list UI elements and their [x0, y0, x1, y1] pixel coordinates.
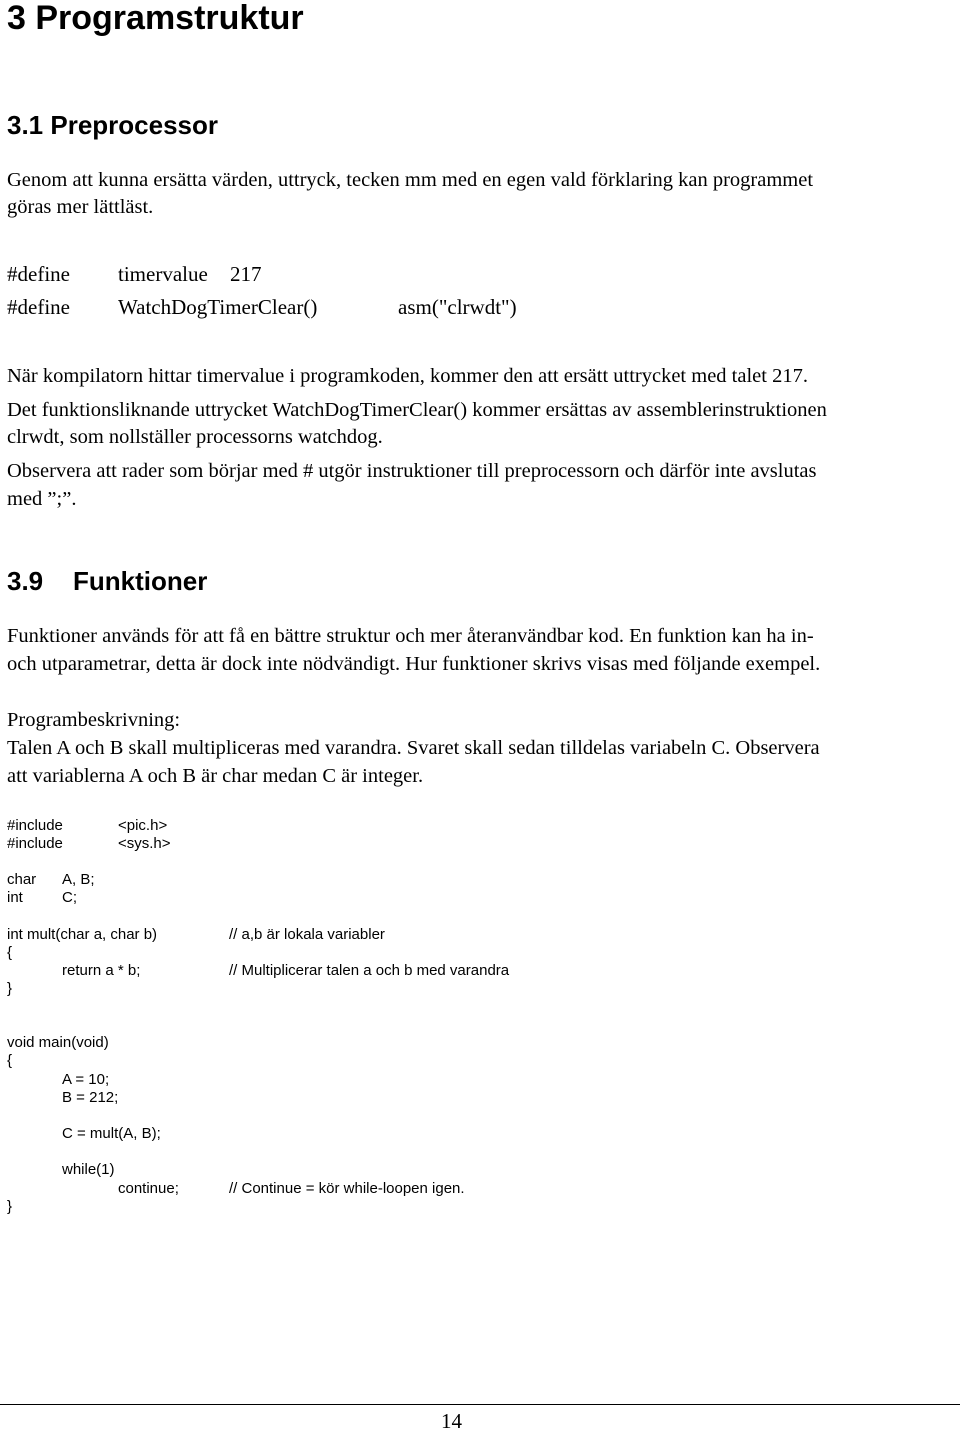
section-number-functions: 3.9	[7, 566, 44, 596]
code-include-file: <sys.h>	[118, 835, 171, 852]
program-description-label: Programbeskrivning:	[7, 709, 181, 731]
functions-paragraph-line-2: och utparametrar, detta är dock inte nödvändigt. Hur funktioner skrivs visas med följande exempel.	[7, 653, 821, 675]
functions-paragraph-line-1: Funktioner används för att få en bättre struktur och mer återanvändbar kod. En funktion kan ha in-	[7, 625, 814, 647]
code-open-brace: {	[7, 944, 13, 961]
define-name: WatchDogTimerClear()	[118, 295, 318, 319]
page-number: 14	[441, 1409, 462, 1433]
explain-paragraph-line-2: Det funktionsliknande uttrycket WatchDogTimerClear() kommer ersättas av assemblerinstruktionen	[7, 399, 827, 421]
code-continue-statement: continue;	[118, 1180, 179, 1197]
code-decl-type: int	[7, 889, 23, 906]
code-assignment: B = 212;	[62, 1089, 119, 1106]
section-heading-functions: Funktioner	[73, 566, 208, 596]
code-decl-type: char	[7, 871, 37, 888]
define-value: asm("clrwdt")	[398, 295, 517, 319]
define-directive: #define	[7, 295, 70, 319]
define-name: timervalue	[118, 262, 208, 286]
define-directive: #define	[7, 262, 70, 286]
code-include-keyword: #include	[7, 835, 63, 852]
intro-paragraph-line-1: Genom att kunna ersätta värden, uttryck, tecken mm med en egen vald förklaring kan programmet	[7, 169, 814, 191]
code-open-brace: {	[7, 1052, 13, 1069]
code-include-keyword: #include	[7, 817, 63, 834]
note-paragraph-line-1: Observera att rader som börjar med # utgör instruktioner till preprocessorn och därför inte avslutas	[7, 460, 817, 482]
code-comment: // Multiplicerar talen a och b med varandra	[229, 962, 510, 979]
code-return-statement: return a * b;	[62, 962, 141, 979]
code-close-brace: }	[7, 1198, 13, 1215]
code-decl-vars: C;	[62, 889, 77, 906]
code-function-signature: int mult(char a, char b)	[7, 926, 158, 943]
intro-paragraph-line-2: göras mer lättläst.	[7, 196, 154, 218]
code-assignment: C = mult(A, B);	[62, 1125, 161, 1142]
note-paragraph-line-2: med ”;”.	[7, 488, 77, 510]
code-close-brace: }	[7, 980, 13, 997]
footer-rule	[0, 1404, 960, 1405]
code-main-signature: void main(void)	[7, 1034, 109, 1051]
code-decl-vars: A, B;	[62, 871, 95, 888]
explain-paragraph-line-1: När kompilatorn hittar timervalue i programkoden, kommer den att ersätt uttrycket med talet 217.	[7, 365, 808, 387]
define-value: 217	[230, 262, 262, 286]
code-comment: // a,b är lokala variabler	[229, 926, 385, 943]
section-heading-preprocessor: 3.1 Preprocessor	[7, 110, 219, 140]
explain-paragraph-line-3: clrwdt, som nollställer processorns watchdog.	[7, 426, 383, 448]
program-description-line-2: att variablerna A och B är char medan C är integer.	[7, 765, 424, 787]
program-description-line-1: Talen A och B skall multipliceras med varandra. Svaret skall sedan tilldelas variabeln C. Observera	[7, 737, 820, 759]
code-assignment: A = 10;	[62, 1071, 110, 1088]
code-include-file: <pic.h>	[118, 817, 168, 834]
code-comment: // Continue = kör while-loopen igen.	[229, 1180, 465, 1197]
code-while-statement: while(1)	[62, 1161, 115, 1178]
chapter-title: 3 Programstruktur	[7, 0, 304, 37]
